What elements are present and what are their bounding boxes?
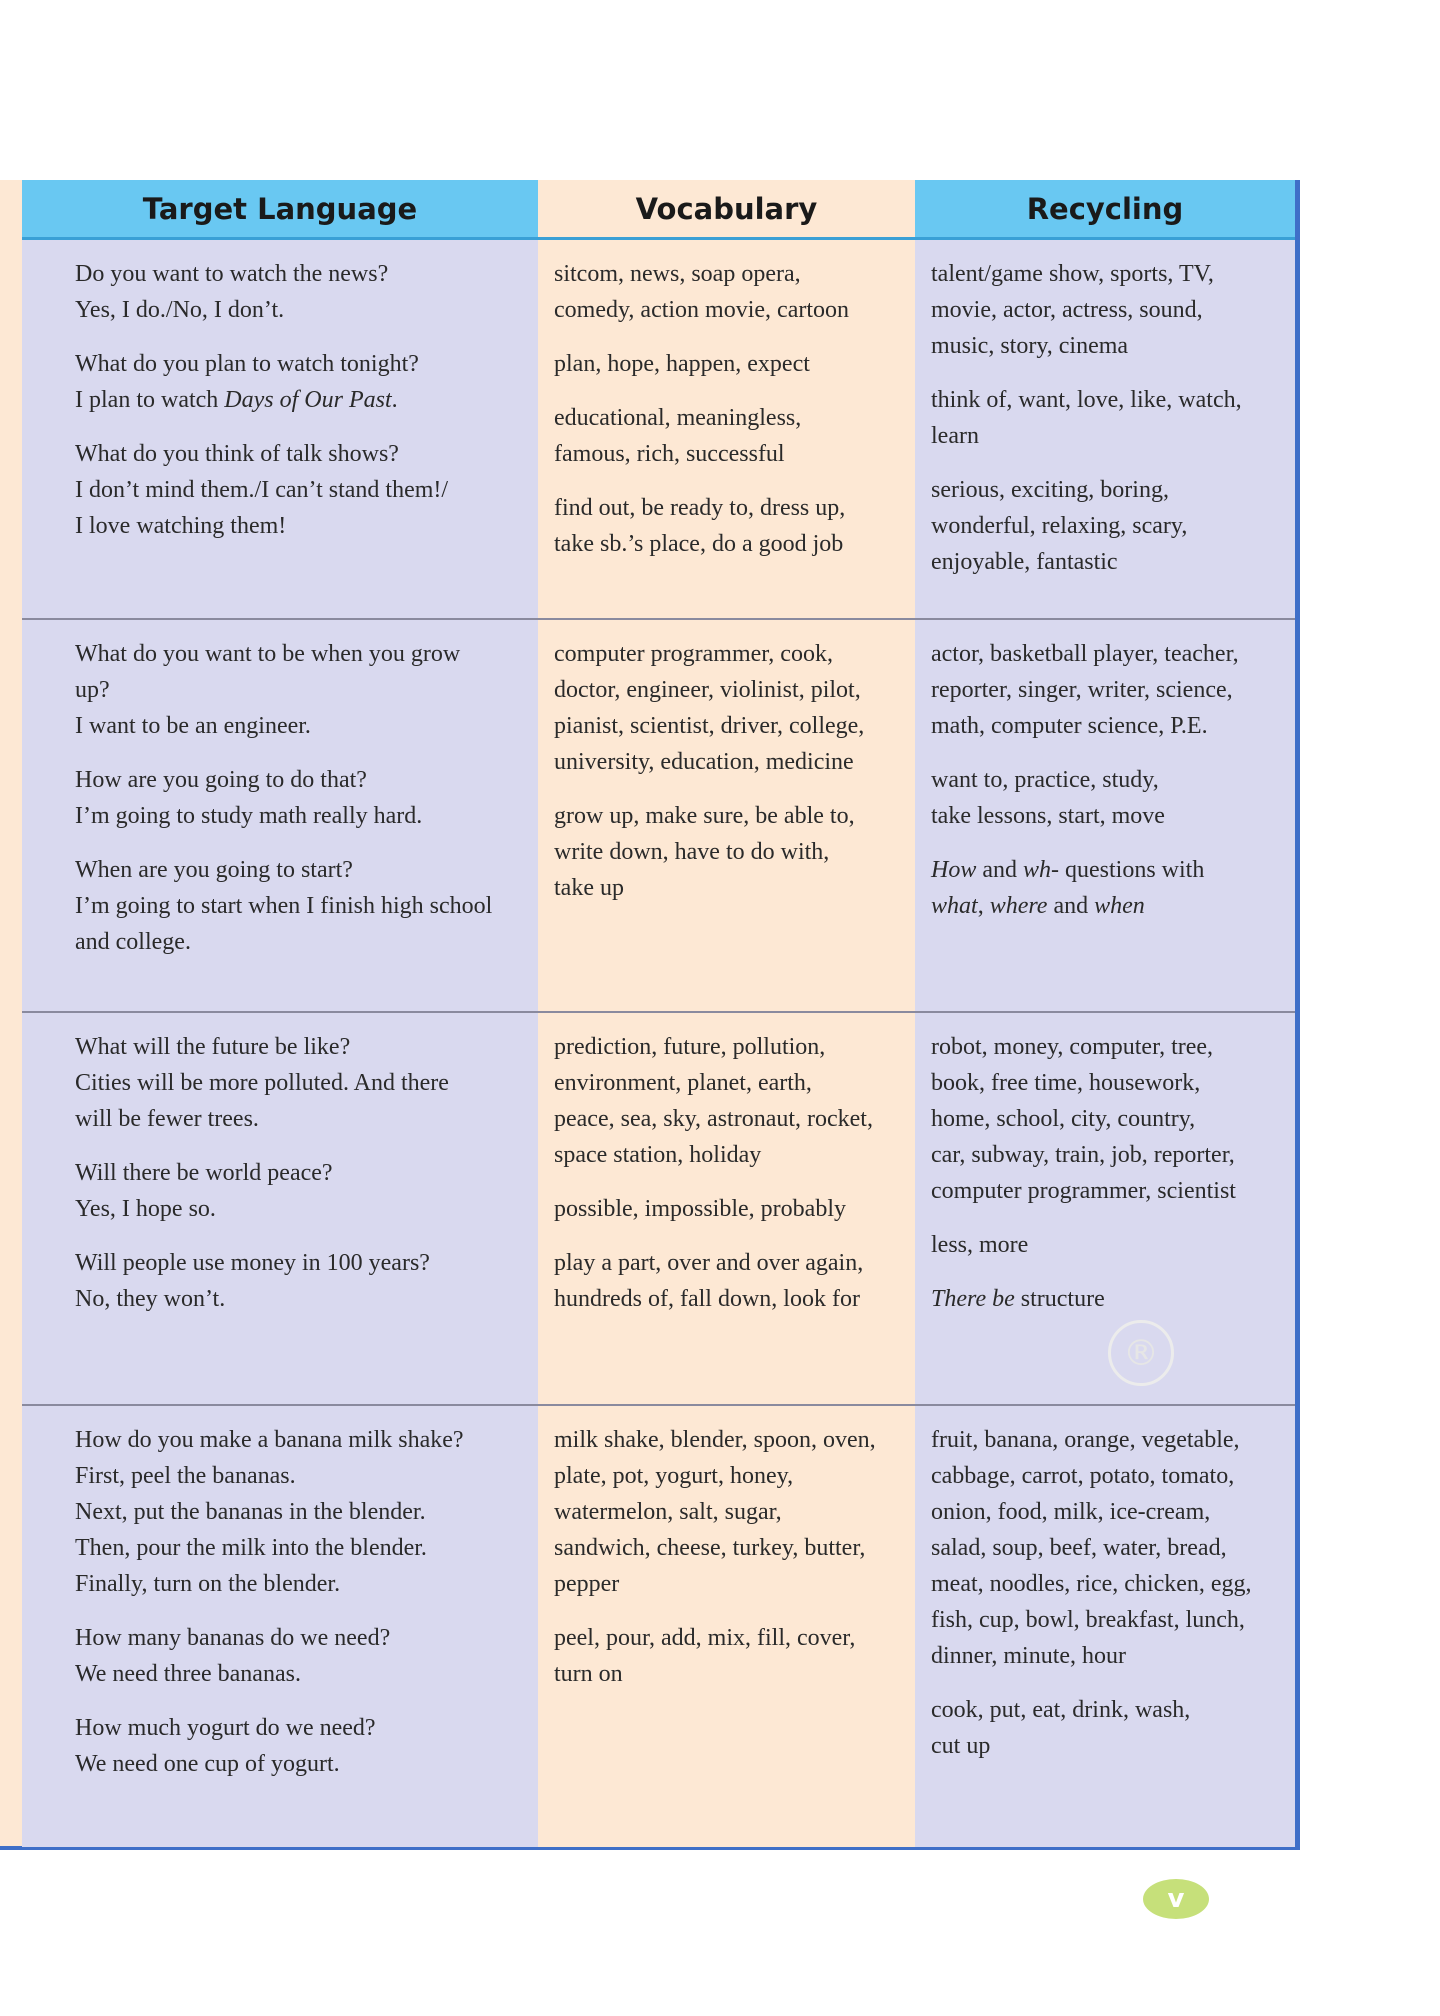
- cell-line: What do you think of talk shows?: [75, 441, 399, 467]
- cell-paragraph: [75, 1245, 524, 1317]
- cell-line: movie, actor, actress, sound,: [931, 297, 1203, 323]
- cell-line: Will there be world peace?: [75, 1160, 333, 1186]
- cell-paragraph: [554, 1029, 901, 1173]
- table-body: [22, 240, 1295, 1847]
- cell-line: I’m going to study math really hard.: [75, 803, 423, 829]
- cell-paragraph: [75, 1422, 524, 1602]
- cell-paragraph: [75, 762, 524, 834]
- cell-paragraph: [931, 636, 1281, 744]
- cell-line: watermelon, salt, sugar,: [554, 1499, 782, 1525]
- cell-line: sitcom, news, soap opera,: [554, 261, 801, 287]
- target-language-cell: [22, 240, 538, 618]
- cell-line: serious, exciting, boring,: [931, 477, 1169, 503]
- cell-line: plan, hope, happen, expect: [554, 351, 810, 377]
- syllabus-table: [0, 180, 1300, 1850]
- left-edge-strip: [0, 180, 22, 1846]
- cell-line: How do you make a banana milk shake?: [75, 1427, 464, 1453]
- cell-line: milk shake, blender, spoon, oven,: [554, 1427, 876, 1453]
- cell-paragraph: [554, 1620, 901, 1692]
- cell-line: cook, put, eat, drink, wash,: [931, 1697, 1191, 1723]
- cell-line: How are you going to do that?: [75, 767, 367, 793]
- table-row: [22, 1406, 1295, 1847]
- cell-line: reporter, singer, writer, science,: [931, 677, 1233, 703]
- cell-line: prediction, future, pollution,: [554, 1034, 826, 1060]
- cell-line: talent/game show, sports, TV,: [931, 261, 1214, 287]
- cell-line: pepper: [554, 1571, 620, 1597]
- cell-line: and college.: [75, 929, 191, 955]
- cell-paragraph: [931, 1227, 1281, 1263]
- cell-line: car, subway, train, job, reporter,: [931, 1142, 1235, 1168]
- vocabulary-cell: [538, 620, 915, 1011]
- registered-mark-watermark: ®: [1108, 1320, 1174, 1386]
- cell-line: environment, planet, earth,: [554, 1070, 812, 1096]
- cell-paragraph: [75, 346, 524, 418]
- cell-paragraph: [554, 256, 901, 328]
- cell-line: Finally, turn on the blender.: [75, 1571, 341, 1597]
- table-row: [22, 240, 1295, 620]
- cell-line: fish, cup, bowl, breakfast, lunch,: [931, 1607, 1245, 1633]
- cell-line: How much yogurt do we need?: [75, 1715, 376, 1741]
- cell-line: take up: [554, 875, 624, 901]
- cell-line: I don’t mind them./I can’t stand them!/: [75, 477, 449, 503]
- cell-paragraph: [931, 1692, 1281, 1764]
- recycling-cell: [915, 240, 1295, 618]
- cell-line: think of, want, love, like, watch,: [931, 387, 1242, 413]
- cell-line: We need one cup of yogurt.: [75, 1751, 340, 1777]
- cell-line: educational, meaningless,: [554, 405, 802, 431]
- header-vocabulary: Vocabulary: [538, 180, 915, 240]
- cell-paragraph: [554, 1245, 901, 1317]
- cell-line: No, they won’t.: [75, 1286, 226, 1312]
- cell-line: find out, be ready to, dress up,: [554, 495, 846, 521]
- cell-paragraph: [931, 1281, 1281, 1317]
- cell-line: book, free time, housework,: [931, 1070, 1201, 1096]
- cell-paragraph: [75, 852, 524, 960]
- cell-paragraph: [931, 762, 1281, 834]
- cell-line: famous, rich, successful: [554, 441, 785, 467]
- cell-paragraph: [931, 256, 1281, 364]
- cell-paragraph: [554, 1422, 901, 1602]
- cell-line: hundreds of, fall down, look for: [554, 1286, 860, 1312]
- cell-paragraph: [75, 1155, 524, 1227]
- cell-line: I love watching them!: [75, 513, 287, 539]
- cell-line: want to, practice, study,: [931, 767, 1159, 793]
- cell-line: computer programmer, scientist: [931, 1178, 1236, 1204]
- cell-line: When are you going to start?: [75, 857, 353, 883]
- cell-line: Yes, I hope so.: [75, 1196, 216, 1222]
- cell-line: plate, pot, yogurt, honey,: [554, 1463, 794, 1489]
- vocabulary-cell: [538, 240, 915, 618]
- cell-paragraph: [554, 400, 901, 472]
- cell-line: First, peel the bananas.: [75, 1463, 296, 1489]
- cell-line: salad, soup, beef, water, bread,: [931, 1535, 1227, 1561]
- cell-paragraph: [554, 346, 901, 382]
- cell-line: I’m going to start when I finish high school: [75, 893, 493, 919]
- cell-line: learn: [931, 423, 979, 449]
- cell-line: peace, sea, sky, astronaut, rocket,: [554, 1106, 873, 1132]
- cell-line: actor, basketball player, teacher,: [931, 641, 1239, 667]
- target-language-cell: [22, 620, 538, 1011]
- cell-paragraph: [75, 256, 524, 328]
- cell-line: cut up: [931, 1733, 991, 1759]
- cell-paragraph: [931, 852, 1281, 924]
- cell-line: onion, food, milk, ice-cream,: [931, 1499, 1211, 1525]
- table-row: [22, 620, 1295, 1013]
- cell-line: up?: [75, 677, 110, 703]
- vocabulary-cell: [538, 1013, 915, 1404]
- recycling-cell: [915, 1406, 1295, 1847]
- cell-line: math, computer science, P.E.: [931, 713, 1208, 739]
- cell-line: fruit, banana, orange, vegetable,: [931, 1427, 1240, 1453]
- cell-line: will be fewer trees.: [75, 1106, 259, 1132]
- cell-paragraph: [931, 472, 1281, 580]
- cell-line: comedy, action movie, cartoon: [554, 297, 850, 323]
- cell-line: play a part, over and over again,: [554, 1250, 864, 1276]
- cell-line: I plan to watch Days of Our Past.: [75, 387, 398, 413]
- cell-line: Next, put the bananas in the blender.: [75, 1499, 426, 1525]
- cell-line: music, story, cinema: [931, 333, 1129, 359]
- cell-paragraph: [554, 1191, 901, 1227]
- cell-line: robot, money, computer, tree,: [931, 1034, 1214, 1060]
- cell-line: computer programmer, cook,: [554, 641, 833, 667]
- cell-line: Yes, I do./No, I don’t.: [75, 297, 285, 323]
- cell-paragraph: [75, 1620, 524, 1692]
- cell-line: Do you want to watch the news?: [75, 261, 389, 287]
- cell-line: sandwich, cheese, turkey, butter,: [554, 1535, 866, 1561]
- cell-paragraph: [554, 798, 901, 906]
- cell-line: home, school, city, country,: [931, 1106, 1196, 1132]
- target-language-cell: [22, 1406, 538, 1847]
- table-header: [22, 180, 1295, 240]
- cell-line: take lessons, start, move: [931, 803, 1165, 829]
- cell-line: Then, pour the milk into the blender.: [75, 1535, 427, 1561]
- cell-line: What will the future be like?: [75, 1034, 351, 1060]
- cell-line: I want to be an engineer.: [75, 713, 311, 739]
- cell-line: take sb.’s place, do a good job: [554, 531, 844, 557]
- cell-line: university, education, medicine: [554, 749, 854, 775]
- cell-line: There be structure: [931, 1286, 1105, 1312]
- cell-line: We need three bananas.: [75, 1661, 301, 1687]
- cell-line: How many bananas do we need?: [75, 1625, 391, 1651]
- cell-paragraph: [554, 490, 901, 562]
- cell-line: dinner, minute, hour: [931, 1643, 1126, 1669]
- vocabulary-cell: [538, 1406, 915, 1847]
- cell-line: Cities will be more polluted. And there: [75, 1070, 449, 1096]
- cell-line: What do you want to be when you grow: [75, 641, 461, 667]
- recycling-cell: [915, 1013, 1295, 1404]
- cell-paragraph: [75, 436, 524, 544]
- header-recycling: Recycling: [915, 180, 1295, 240]
- cell-line: turn on: [554, 1661, 623, 1687]
- cell-line: How and wh- questions with: [931, 857, 1205, 883]
- cell-paragraph: [75, 1710, 524, 1782]
- cell-paragraph: [75, 1029, 524, 1137]
- cell-line: possible, impossible, probably: [554, 1196, 846, 1222]
- cell-line: doctor, engineer, violinist, pilot,: [554, 677, 861, 703]
- cell-line: wonderful, relaxing, scary,: [931, 513, 1188, 539]
- cell-paragraph: [75, 636, 524, 744]
- cell-line: pianist, scientist, driver, college,: [554, 713, 865, 739]
- cell-line: what, where and when: [931, 893, 1145, 919]
- cell-paragraph: [931, 1422, 1281, 1674]
- cell-line: grow up, make sure, be able to,: [554, 803, 855, 829]
- cell-line: What do you plan to watch tonight?: [75, 351, 419, 377]
- cell-paragraph: [931, 1029, 1281, 1209]
- cell-line: meat, noodles, rice, chicken, egg,: [931, 1571, 1252, 1597]
- target-language-cell: [22, 1013, 538, 1404]
- header-target-language: Target Language: [22, 180, 538, 240]
- cell-line: enjoyable, fantastic: [931, 549, 1118, 575]
- cell-line: peel, pour, add, mix, fill, cover,: [554, 1625, 856, 1651]
- table-row: [22, 1013, 1295, 1406]
- cell-line: space station, holiday: [554, 1142, 762, 1168]
- cell-line: less, more: [931, 1232, 1029, 1258]
- page-number-badge: v: [1143, 1879, 1209, 1919]
- cell-paragraph: [931, 382, 1281, 454]
- cell-paragraph: [554, 636, 901, 780]
- cell-line: Will people use money in 100 years?: [75, 1250, 430, 1276]
- cell-line: write down, have to do with,: [554, 839, 830, 865]
- cell-line: cabbage, carrot, potato, tomato,: [931, 1463, 1235, 1489]
- recycling-cell: [915, 620, 1295, 1011]
